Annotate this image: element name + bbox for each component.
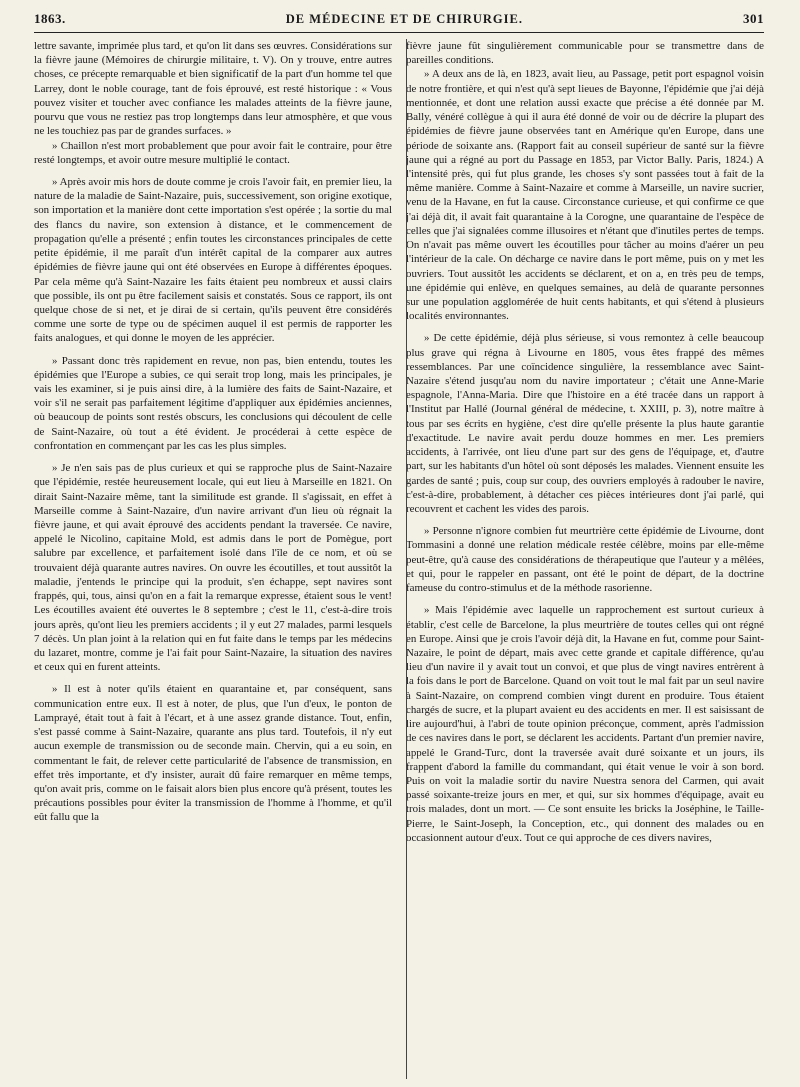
column-divider — [406, 39, 407, 1079]
paragraph: » Passant donc très rapidement en revue, non pas, bien entendu, toutes les épidémies que l'Europe a subies, ce qui serait trop long, mais les principales, je vais les examiner, si je puis ainsi dire, à la lumière des faits de Saint-Nazaire, et voir s'il ne serait pas parfaitement légitime d'appliquer aux épidémies anciennes, où beaucoup de points sont restés obscurs, les conclusions qui découlent de celle de Saint-Nazaire, où tout a été évident. Je procéderai à cette espèce de confrontation en commençant par les cas les plus simples. — [34, 354, 392, 452]
paragraph: » A deux ans de là, en 1823, avait lieu, au Passage, petit port espagnol voisin de notre frontière, et qui n'est qu'à sept lieues de Bayonne, l'épidémie que j'ai déjà mentionnée, et dont une relation aussi exacte que précise a été donnée par M. Bally, vénéré collègue à qui il aura été donné de voir ou de décrire la plupart des épidémies de fièvre jaune observées tant en Amérique qu'en Europe, dans une période de soixante ans. (Rapport fait au conseil supérieur de santé sur la fièvre jaune qui a régné au port du Passage en 1853, par Victor Bally. Paris, 1824.) A l'intensité près, qui fut plus grande, les choses s'y sont passées tout à fait de la même manière. Comme à Saint-Nazaire et comme à Marseille, un navire sucrier, venu de la Havane, en fut la cause. Circonstance curieuse, et qui confirme ce que j'ai déjà dit, il avait fait quarantaine à la Corogne, une quarantaine de l'espèce de celles que j'ai signalées comme illusoires et n'étant que d'inutiles pertes de temps. On n'avait pas même ouvert les écoutilles pour tâcher au moins d'aérer un peu l'intérieur de la cale. On décharge ce navire dans le port même, puis on y met les ouvriers. Tout aussitôt les accidents se déclarent, et on a, en très peu de temps, une épidémie qui enlève, en quelques semaines, au delà de quarante personnes sur une population agglomérée de huit cents habitants, et qui s'étend à plusieurs localités environnantes. — [406, 68, 764, 323]
paragraph: » Je n'en sais pas de plus curieux et qui se rapproche plus de Saint-Nazaire que l'épidémie, restée heureusement locale, qui eut lieu à Marseille en 1821. On dirait Saint-Nazaire même, tant la similitude est grande. Il s'agissait, en effet à Marseille comme à Saint-Nazaire, d'un navire arrivant d'un lieu où régnait la fièvre jaune, et qui avait éprouvé des accidents pendant la traversée. Ce navire, appelé le Nicolino, capitaine Mold, est admis dans le port de Pomègue, port salubre par excellence, et parfaitement isolé dans l'île de ce nom, et où se trouvaient déjà quarante autres navires. On ouvre les écoutilles, et tout aussitôt la maladie, j'entends le principe qui la produit, s'en échappe, sept navires sont frappés, qui, tous, ainsi qu'on en a fait la remarque expresse, étaient sous le vent! Les écoutilles avaient été ouvertes le 8 septembre ; c'est le 11, c'est-à-dire trois jours après, qu'ont lieu les premiers accidents ; il y eut 27 malades, parmi lesquels 7 décès. Un plan joint à la relation qui en fut faite dans le temps par les médecins du lazaret, montre, comme je l'ai fait pour Saint-Nazaire, la situation des navires et ceux qui en furent atteints. — [34, 462, 392, 674]
paragraph: fièvre jaune fût singulièrement communicable pour se transmettre dans de pareilles conditions. — [406, 40, 764, 67]
paragraph: » Il est à noter qu'ils étaient en quarantaine et, par conséquent, sans communication entre eux. Il est à noter, de plus, que l'un d'eux, le ponton de Lamprayé, était tout à fait à l'écart, et à une assez grande distance. Tout, enfin, s'est passé comme à Saint-Nazaire, quarante ans plus tard. Toutefois, il n'y eut aucun exemple de transmission ou de seconde main. Chervin, qui a eu soin, en commentant le fait, de relever cette particularité de l'absence de transmission, en effet très importante, et d'y insister, aurait dû faire remarquer en même temps, qu'on avait pris, comme on le faisait alors bien plus encore qu'à présent, toutes les précautions possibles pour éviter la transmission de l'homme à l'homme, et qu'il eût fallu que la — [34, 683, 392, 824]
right-column — [406, 39, 764, 1079]
paragraph: lettre savante, imprimée plus tard, et qu'on lit dans ses œuvres. Considérations sur la fièvre jaune (Mémoires de chirurgie militaire, t. V). On y trouve, entre autres choses, ce précepte remarquable et bien significatif de la part d'un homme tel que Larrey, dont le noble courage, tant de fois éprouvé, est resté historique : « Vous pouvez visiter et toucher avec confiance les malades atteints de la fièvre jaune, pourvu que vous ne restiez pas trop longtemps dans leur atmosphère, et que vous ne les touchiez pas par de grandes surfaces. » — [34, 40, 392, 138]
left-column — [34, 39, 392, 1079]
paragraph: » Après avoir mis hors de doute comme je crois l'avoir fait, en premier lieu, la nature de la maladie de Saint-Nazaire, puis, successivement, son origine exotique, son importation et la manière dont cette importation s'est opérée ; la sortie du mal des flancs du navire, son extension à distance, et le commencement de propagation qu'elle a présenté ; enfin toutes les circonstances principales de cette petite épidémie, il me paraît d'un intérêt capital de la comparer aux autres épidémies de fièvre jaune qui ont été observées en Europe à différentes époques. Par cela même qu'à Saint-Nazaire les faits étaient peu nombreux et aussi clairs que possible, ils ont pu être facilement saisis et constatés. Sous ce rapport, ils ont quelque chose de si net, et je dirai de si certain, qu'ils peuvent être considérés comme une sorte de type ou de spécimen auquel il est permis de rapporter les faits analogues, et qui donne le moyen de les apprécier. — [34, 175, 392, 345]
running-header — [34, 6, 764, 32]
page-number: 301 — [743, 11, 764, 26]
paragraph: » De cette épidémie, déjà plus sérieuse, si vous remontez à celle beaucoup plus grave qui régna à Livourne en 1805, vous êtes frappé des mêmes ressemblances. Par une coïncidence singulière, la ressemblance avec Saint-Nazaire s'étend jusqu'au nom du navire importateur ; c'était une Anne-Marie espagnole, l'Anna-Maria. Dire que l'histoire en a été tracée dans un rapport à l'Institut par Hallé (Journal général de médecine, t. XXIII, p. 3), notre maître à tous par ses écrits en hygiène, c'est dire qu'elle présente la plus haute garantie d'exactitude. Le navire avait perdu douze hommes en mer. Les premiers accidents, à l'arrivée, ont lieu d'une part sur des gens de l'équipage, et, d'autre part, sur les habitants d'un hôtel où sont déposés les malades. Viennent ensuite les gardes de santé ; puis, coup sur coup, des ouvriers employés à radouber le navire, c'est-à-dire, probablement, à détacher ces pièces intérieures dont j'ai parlé, qui recouvrent et cachent les vides des parois. — [406, 332, 764, 515]
header-title: DE MÉDECINE ET DE CHIRURGIE. — [285, 12, 523, 26]
paragraph: » Chaillon n'est mort probablement que pour avoir fait le contraire, pour être resté longtemps, et avoir outre mesure multiplié le contact. — [34, 139, 392, 166]
header-year: 1863. — [34, 11, 66, 26]
paragraph: » Personne n'ignore combien fut meurtrière cette épidémie de Livourne, dont Tommasini a donné une relation médicale restée célèbre, moins par elle-même peut-être, qu'à cause des considérations de thérapeutique que l'auteur y a mêlées, et qui, pour le rappeler en passant, ont été le point de départ, de la doctrine fameuse du contro-stimulus et de la méthode rasorienne. — [406, 525, 764, 595]
header-rule — [34, 32, 764, 33]
paragraph: » Mais l'épidémie avec laquelle un rapprochement est surtout curieux à établir, c'est celle de Barcelone, la plus meurtrière de toutes celles qui ont régné en Europe. Ainsi que je crois l'avoir déjà dit, la Havane en fut, comme pour Saint-Nazaire, le point de départ, mais avec cette grande et capitale différence, qu'au lieu d'un navire il y avait tout un convoi, et que plus de vingt navires entrèrent à la fois dans le port de Barcelone. Quand on voit tout le mal fait par un seul navire à Saint-Nazaire, on comprend combien vingt durent en produire. Tous étaient chargés de sucre, et la plupart avaient eu des accidents en mer. Il est saisissant de lire aujourd'hui, à l'abri de toute opinion préconçue, comment, après l'admission de ces navires dans le port, se déclarent les accidents. Partant d'un premier navire, appelé le Grand-Turc, dont la traversée avait duré soixante et un jours, ils frappent d'abord la famille du commandant, qui était venue le voir à son bord. Puis on voit la maladie sortir du navire Nuestra senora del Carmen, qui avait passé soixante-treize jours en mer, et qui, sur six hommes d'équipage, avait eu trois malades, dont un mort. — Ce sont ensuite les bricks la Joséphine, le Taille-Pierre, le Saint-Joseph, la Conception, etc., qui donnent des malades ou en occasionnent autour d'eux. Tout ce qui approche de ces divers navires, — [406, 604, 764, 844]
text-columns — [34, 39, 764, 1079]
